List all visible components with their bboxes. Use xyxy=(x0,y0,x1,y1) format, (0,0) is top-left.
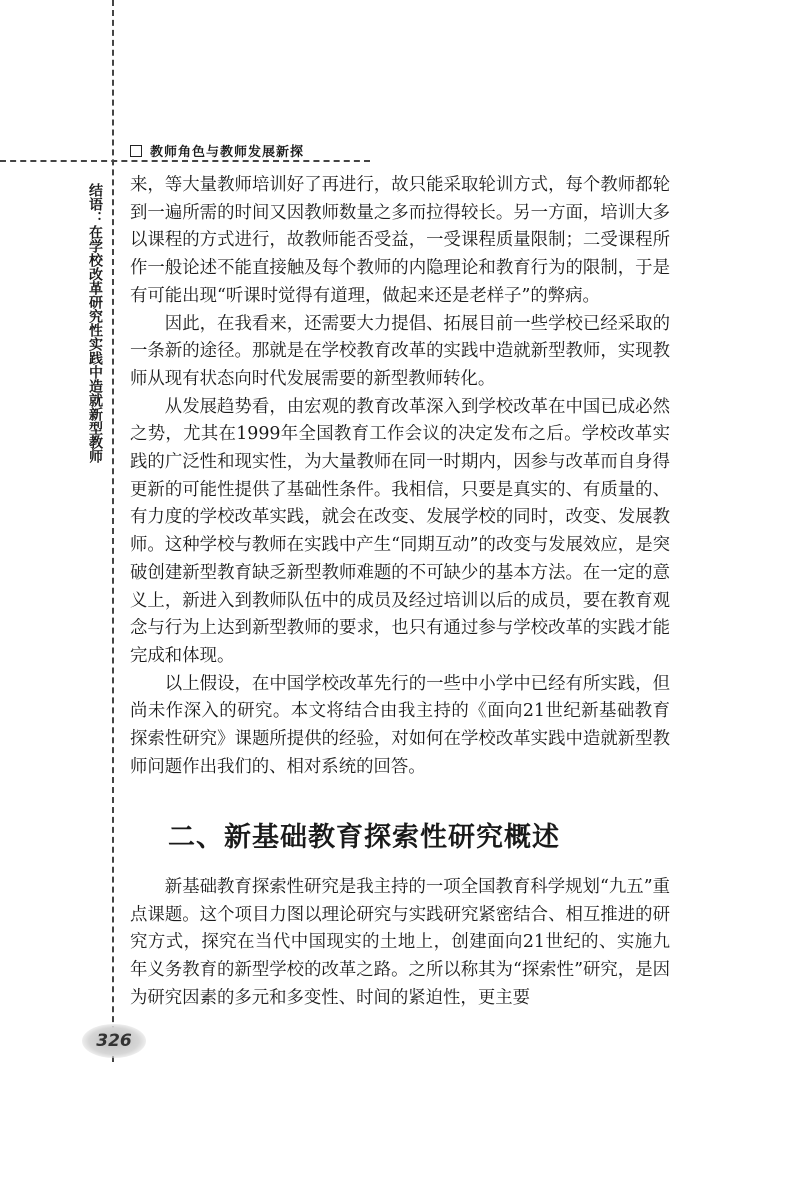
body-text-bottom xyxy=(130,874,670,1013)
paragraph: 来，等大量教师培训好了再进行，故只能采取轮训方式，每个教师都轮到一遍所需的时间又因教师数量之多而拉得较长。另一方面，培训大多以课程的方式进行，故教师能否受益，一受课程质量限制；二受课程所作一般论述不能直接触及每个教师的内隐理论和教育行为的限制，于是有可能出现“听课时觉得有道理，做起来还是老样子”的弊病。 xyxy=(130,175,670,306)
page-number: 326 xyxy=(82,1024,146,1058)
square-icon xyxy=(130,145,142,157)
body-text-top xyxy=(130,172,670,781)
header-dashed-horizontal-line xyxy=(0,160,370,162)
paragraph: 新基础教育探索性研究是我主持的一项全国教育科学规划“九五”重点课题。这个项目力图以理论研究与实践研究紧密结合、相互推进的研究方式，探究在当代中国现实的土地上，创建面向21世纪的、实施九年义务教育的新型学校的改革之路。之所以称其为“探索性”研究，是因为研究因素的多元和多变性、时间的紧迫性，更主要 xyxy=(130,877,670,1008)
side-chapter-title: 结语：在学校改革研究性实践中造就新型教师 xyxy=(87,183,103,463)
running-header xyxy=(130,141,304,160)
section-heading: 二、新基础教育探索性研究概述 xyxy=(168,822,560,853)
running-header-title: 教师角色与教师发展新探 xyxy=(150,145,305,160)
paragraph: 以上假设，在中国学校改革先行的一些中小学中已经有所实践，但尚未作深入的研究。本文将结合由我主持的《面向21世纪新基础教育探索性研究》课题所提供的经验，对如何在学校改革实践中造就新型教师问题作出我们的、相对系统的回答。 xyxy=(130,673,670,777)
paragraph: 从发展趋势看，由宏观的教育改革深入到学校改革在中国已成必然之势，尤其在1999年全国教育工作会议的决定发布之后。学校改革实践的广泛性和现实性，为大量教师在同一时期内，因参与改革而自身得更新的可能性提供了基础性条件。我相信，只要是真实的、有质量的、有力度的学校改革实践，就会在改变、发展学校的同时，改变、发展教师。这种学校与教师在实践中产生“同期互动”的改变与发展效应，是突破创建新型教育缺乏新型教师难题的不可缺少的基本方法。在一定的意义上，新进入到教师队伍中的成员及经过培训以后的成员，要在教育观念与行为上达到新型教师的要求，也只有通过参与学校改革的实践才能完成和体现。 xyxy=(130,396,670,666)
paragraph: 因此，在我看来，还需要大力提倡、拓展目前一些学校已经采取的一条新的途径。那就是在学校教育改革的实践中造就新型教师，实现教师从现有状态向时代发展需要的新型教师转化。 xyxy=(130,313,670,389)
